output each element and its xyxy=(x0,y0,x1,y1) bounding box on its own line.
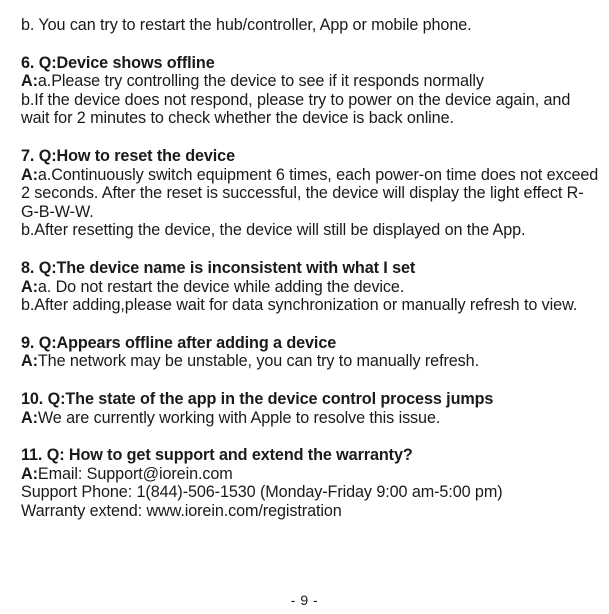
answer-first: We are currently working with Apple to resolve this issue. xyxy=(37,408,441,427)
faq-answer xyxy=(21,278,601,297)
faq-item-11 xyxy=(21,446,601,520)
faq-answer xyxy=(21,465,601,484)
faq-answer xyxy=(21,352,601,371)
faq-question: 9. Q:Appears offline after adding a device xyxy=(21,333,337,352)
spacer xyxy=(21,371,601,390)
faq-item-7 xyxy=(21,147,601,240)
answer-prefix: A: xyxy=(21,408,38,427)
answer-rest: b.After adding,please wait for data synchronization or manually refresh to view. xyxy=(21,296,578,315)
answer-prefix: A: xyxy=(21,352,38,371)
faq-question: 10. Q:The state of the app in the device control process jumps xyxy=(21,389,494,408)
faq-question: 7. Q:How to reset the device xyxy=(21,146,235,165)
faq-item-8 xyxy=(21,259,601,315)
spacer xyxy=(21,128,601,147)
spacer xyxy=(21,35,601,54)
answer-prefix: A: xyxy=(21,464,38,483)
answer-first: The network may be unstable, you can try to manually refresh. xyxy=(37,352,479,371)
faq-question: 11. Q: How to get support and extend the warranty? xyxy=(21,446,413,465)
spacer xyxy=(21,315,601,334)
faq-answer xyxy=(21,166,601,222)
faq-item-10 xyxy=(21,390,601,427)
faq-item-9 xyxy=(21,334,601,371)
answer-first: a.Please try controlling the device to see if it responds normally xyxy=(37,72,484,91)
page-number: - 9 - xyxy=(290,592,319,608)
answer-first: Email: Support@iorein.com xyxy=(37,464,233,483)
answer-rest: b.If the device does not respond, please try to power on the device again, and wait for 2 minutes to check whether the device is back online. xyxy=(21,90,571,128)
faq-question: 8. Q:The device name is inconsistent with what I set xyxy=(21,258,416,277)
intro-text: b. You can try to restart the hub/controller, App or mobile phone. xyxy=(21,16,472,34)
answer-prefix: A: xyxy=(21,277,38,296)
answer-rest: Support Phone: 1(844)-506-1530 (Monday-Friday 9:00 am-5:00 pm) Warranty extend: www.iorein.com/registration xyxy=(21,483,503,520)
answer-first: a.Continuously switch equipment 6 times, each power-on time does not exceed 2 seconds. After the reset is successful, the device will display the light effect R-G-B-W-W. xyxy=(21,165,599,221)
faq-item-6 xyxy=(21,54,601,128)
answer-first: a. Do not restart the device while adding the device. xyxy=(37,277,405,296)
answer-prefix: A: xyxy=(21,72,38,91)
faq-question: 6. Q:Device shows offline xyxy=(21,53,215,72)
faq-answer xyxy=(21,72,601,91)
spacer xyxy=(21,240,601,259)
answer-rest: b.After resetting the device, the device will still be displayed on the App. xyxy=(21,221,526,240)
document-page xyxy=(21,16,601,520)
spacer xyxy=(21,427,601,446)
faq-answer xyxy=(21,409,601,428)
answer-prefix: A: xyxy=(21,165,38,184)
